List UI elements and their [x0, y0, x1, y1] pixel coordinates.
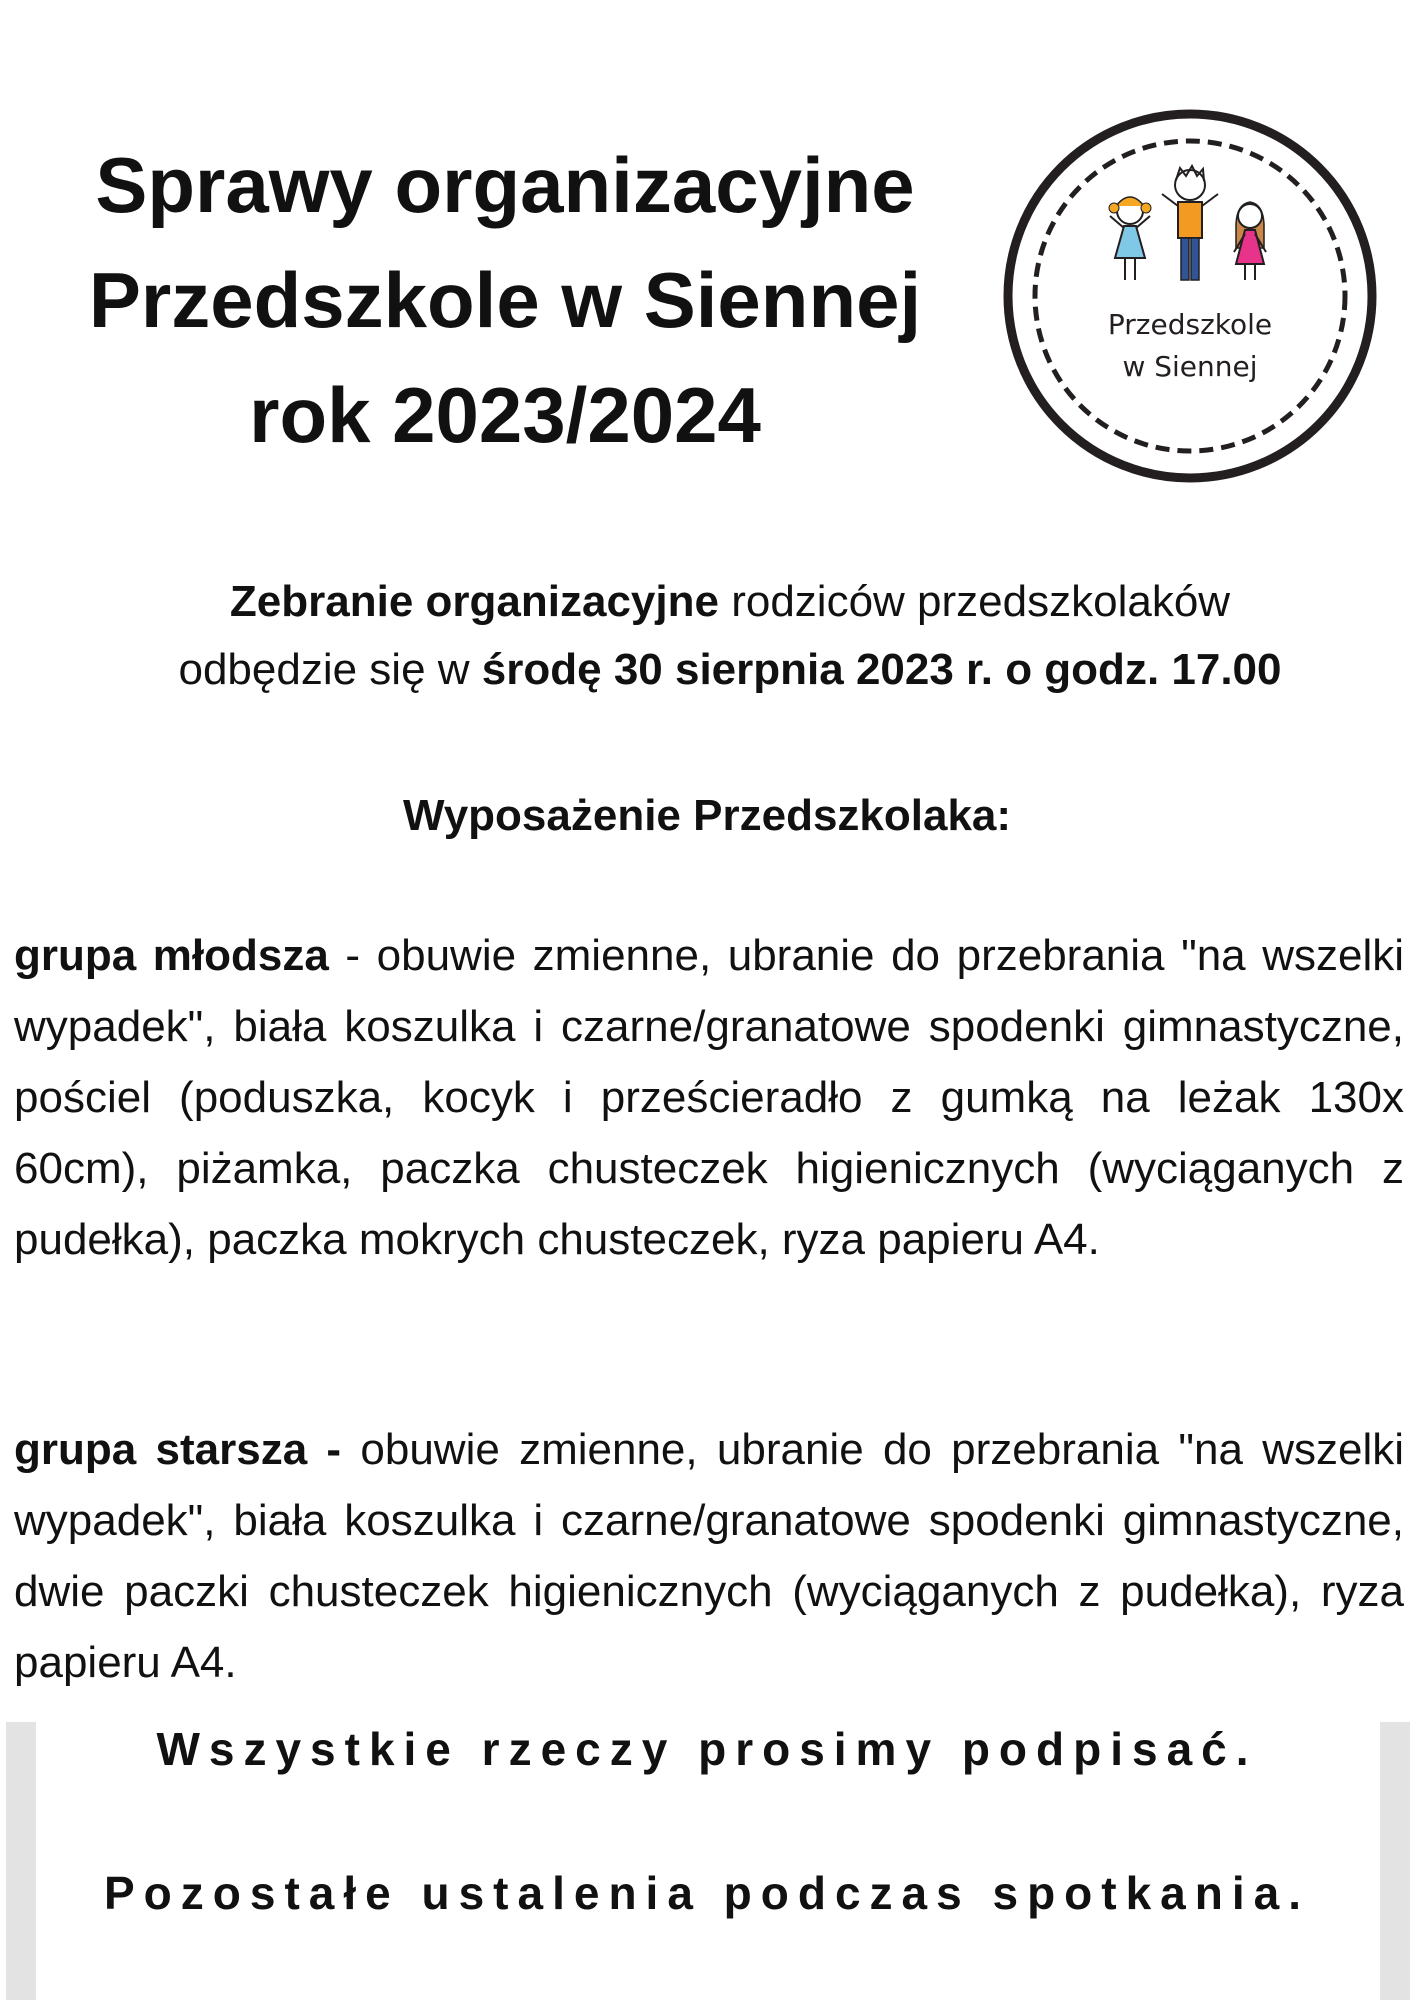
group-separator [341, 1425, 360, 1474]
meeting-bold-label: Zebranie organizacyjne [229, 577, 719, 626]
group-items: obuwie zmienne, ubranie do przebrania "na wszelki wypadek", biała koszulka i czarne/granatowe spodenki gimnastyczne, pościel (poduszka, kocyk i prześcieradło z gumką na leżak 130x 60cm), piżamka, paczka chusteczek higienicznych (wyciąganych z pudełka), paczka mokrych chusteczek, ryza papieru A4. [14, 931, 1404, 1264]
preschool-logo [1002, 108, 1378, 484]
meeting-announcement [60, 568, 1400, 704]
group-items: obuwie zmienne, ubranie do przebrania "na wszelki wypadek", biała koszulka i czarne/granatowe spodenki gimnastyczne, dwie paczki chusteczek higienicznych (wyciąganych z pudełka), ryza papieru A4. [14, 1425, 1404, 1687]
footer-sign-request: Wszystkie rzeczy prosimy podpisać. [156, 1723, 1258, 1775]
title-line-2: Przedszkole w Siennej [88, 256, 922, 344]
group-name: grupa starsza - [14, 1425, 342, 1474]
page-title [30, 128, 980, 473]
meeting-date: środę 30 sierpnia 2023 r. o godz. 17.00 [481, 645, 1282, 694]
logo-text-line-2: w Siennej [1122, 350, 1258, 383]
title-line-3: rok 2023/2024 [249, 371, 761, 459]
group-separator: - [328, 931, 377, 980]
group-younger-paragraph [14, 920, 1404, 1275]
equipment-heading: Wyposażenie Przedszkolaka: [402, 791, 1012, 840]
meeting-line2-text: odbędzie się w [178, 645, 482, 694]
logo-text-line-1: Przedszkole [1107, 308, 1273, 341]
group-older-paragraph [14, 1414, 1404, 1698]
footer-meeting-note: Pozostałe ustalenia podczas spotkania. [103, 1867, 1311, 1919]
group-name: grupa młodsza [14, 931, 329, 980]
meeting-text: rodziców przedszkolaków [718, 577, 1231, 626]
title-line-1: Sprawy organizacyjne [95, 141, 915, 229]
